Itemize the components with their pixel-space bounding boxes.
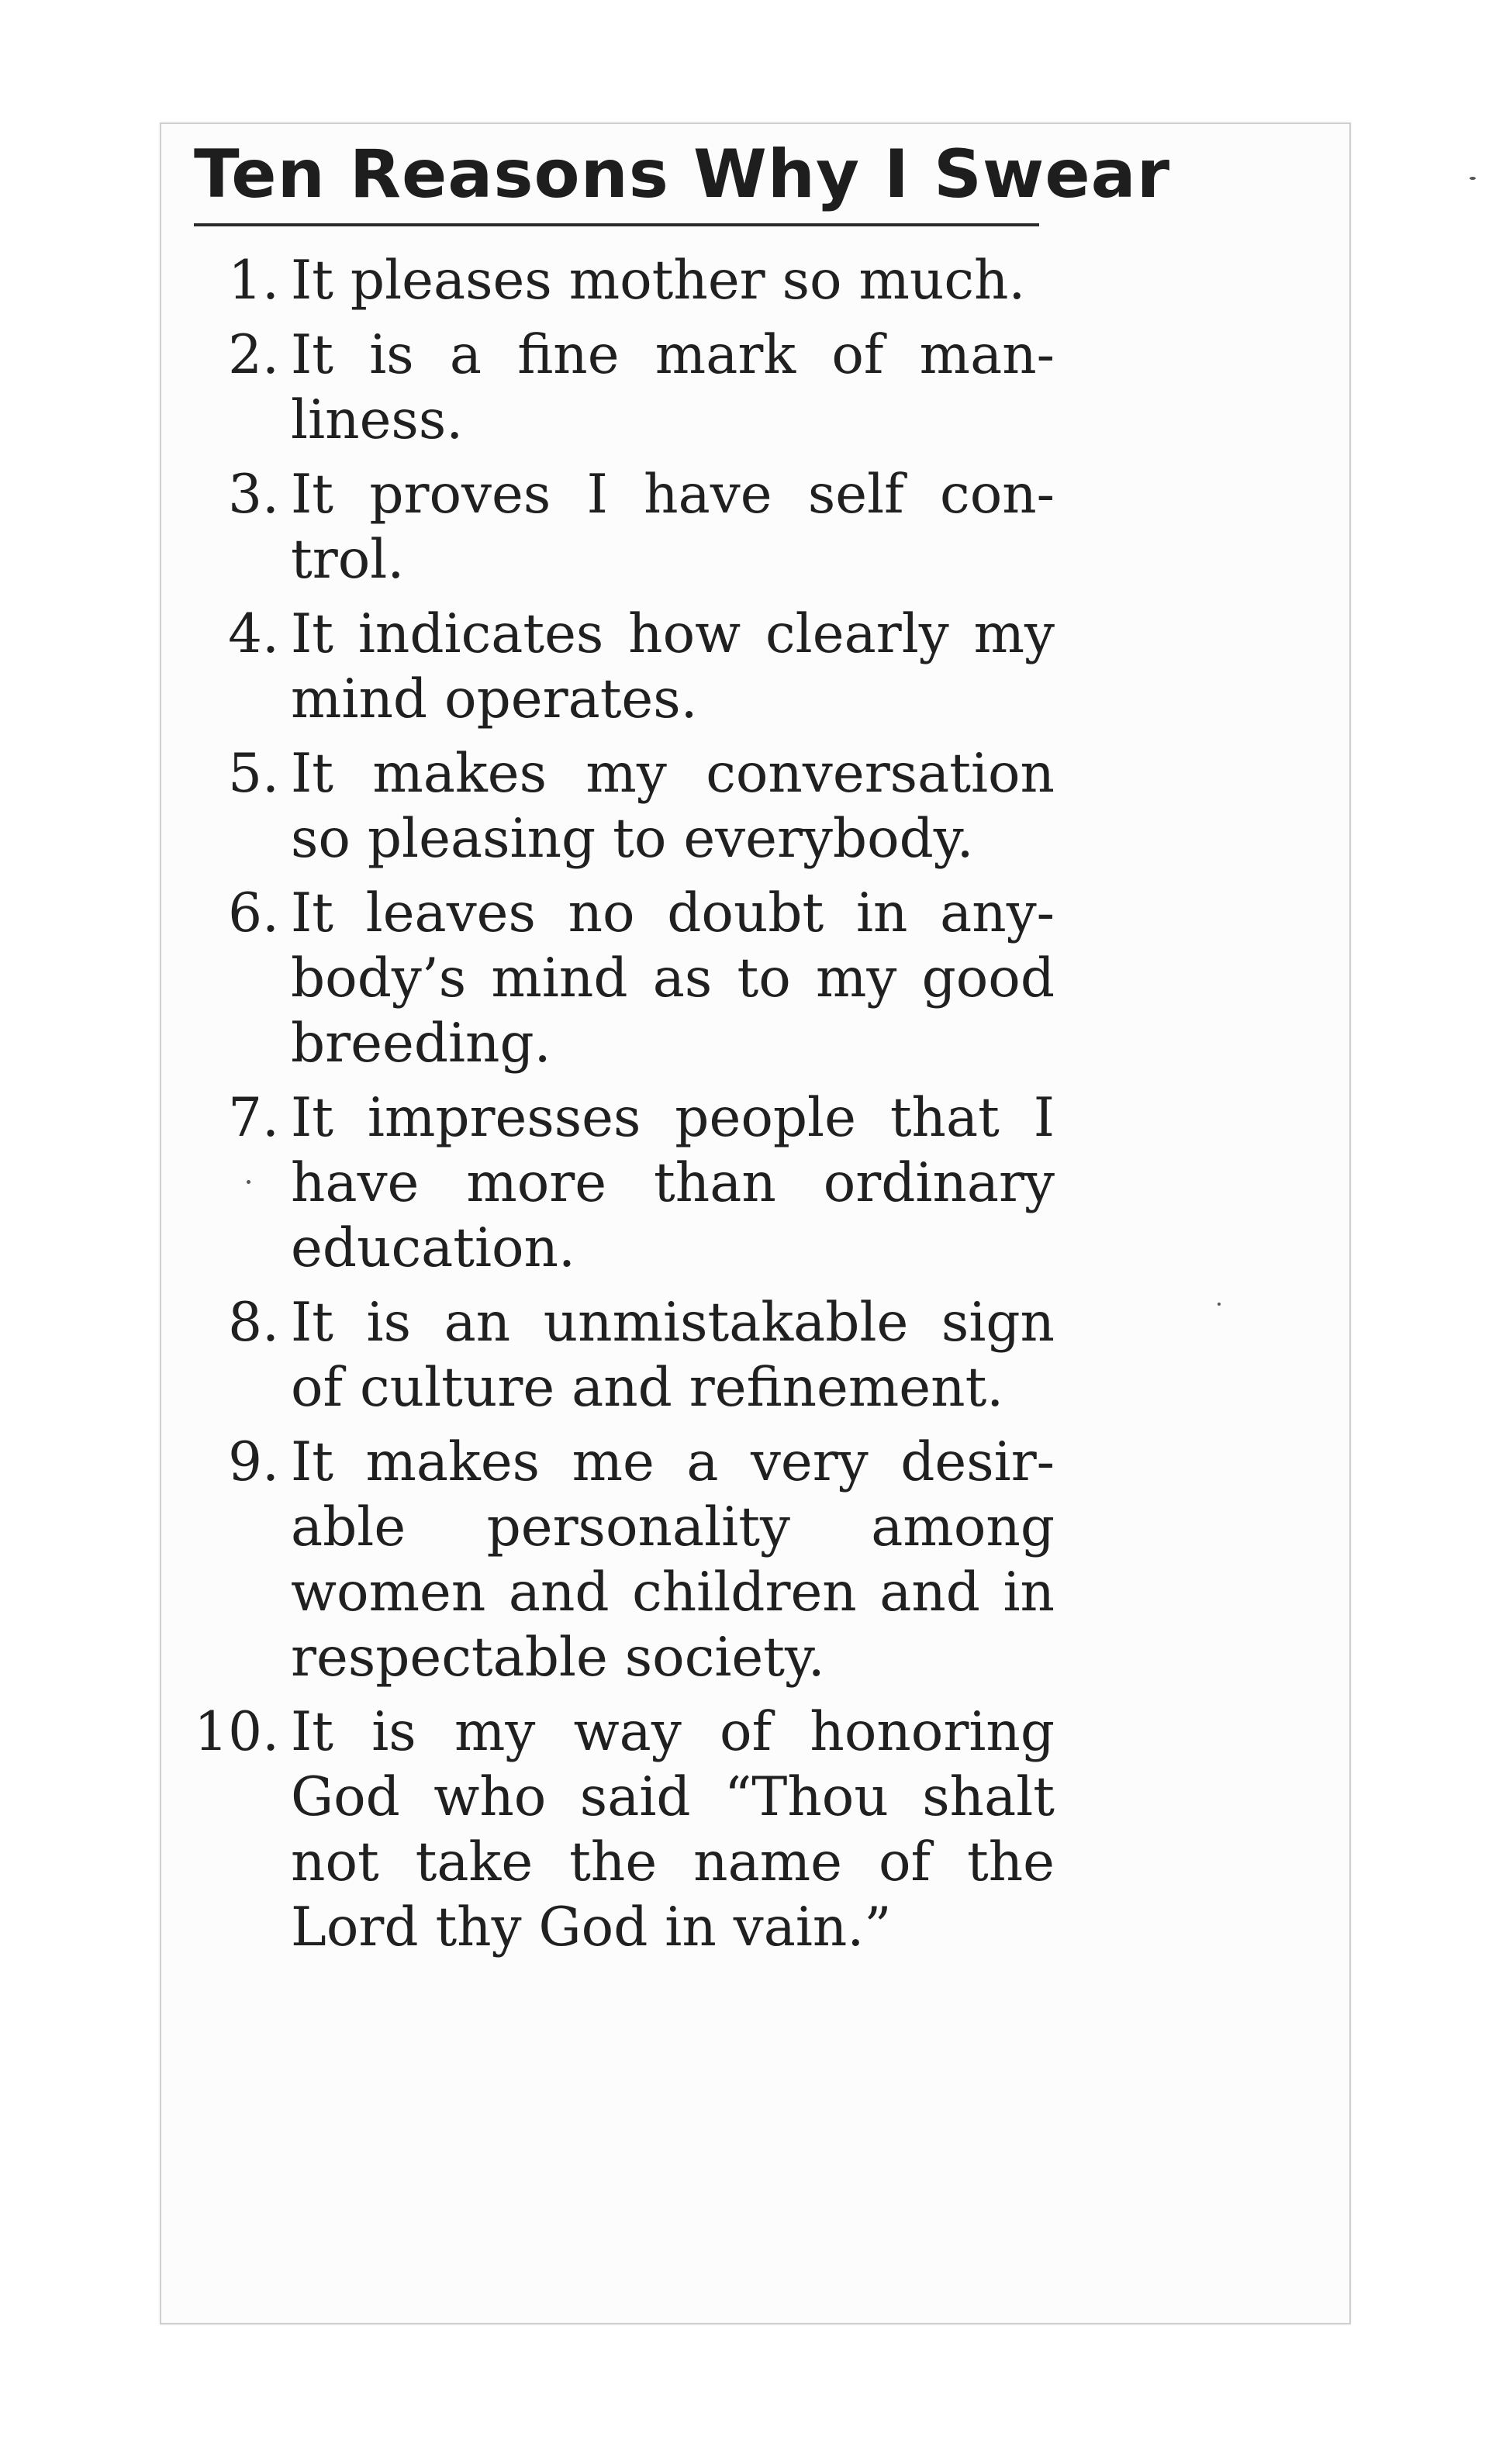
reason-number: 9.: [228, 1431, 279, 1493]
reason-number: 2.: [228, 324, 279, 386]
reasons-list: [155, 248, 1055, 1969]
list-item: [155, 1290, 1055, 1420]
list-item: [155, 248, 1055, 313]
list-item: [155, 741, 1055, 871]
dust-speck: [1218, 1303, 1221, 1306]
dust-speck: [247, 1180, 250, 1184]
reason-text: It pleases mother so much.: [291, 250, 1026, 312]
list-item: [155, 1085, 1055, 1281]
list-item: [155, 1700, 1055, 1960]
reason-number: 6.: [228, 882, 279, 944]
dust-speck: [1470, 177, 1476, 180]
reason-text: It leaves no doubt in any-body’s mind as to my good breeding.: [291, 882, 1055, 1075]
reason-text: It makes me a very desir-able personality among women and children and in respectable society.: [291, 1431, 1055, 1689]
reason-text: It is a fine mark of man-liness.: [291, 324, 1055, 451]
reason-number: 7.: [228, 1087, 279, 1149]
reason-number: 3.: [228, 464, 279, 526]
list-item: [155, 323, 1055, 453]
reason-text: It proves I have self con-trol.: [291, 464, 1055, 591]
reason-number: 4.: [228, 603, 279, 665]
reason-number: 10.: [194, 1701, 279, 1763]
reason-number: 1.: [228, 250, 279, 312]
list-item: [155, 462, 1055, 592]
reason-text: It is my way of honoring God who said “Thou shalt not take the name of the Lord thy God in vain.”: [291, 1701, 1055, 1958]
list-item: [155, 881, 1055, 1076]
reason-text: It is an unmistakable sign of culture and refinement.: [291, 1292, 1055, 1419]
reason-number: 8.: [228, 1292, 279, 1354]
list-item: [155, 1430, 1055, 1690]
card-title: Ten Reasons Why I Swear: [194, 136, 1171, 213]
reason-text: It impresses people that I have more than ordinary education.: [291, 1087, 1055, 1279]
reason-number: 5.: [228, 743, 279, 805]
title-underline: [194, 223, 1039, 226]
reason-text: It indicates how clearly my mind operates.: [291, 603, 1055, 730]
reason-text: It makes my conversation so pleasing to everybody.: [291, 743, 1055, 870]
list-item: [155, 602, 1055, 732]
